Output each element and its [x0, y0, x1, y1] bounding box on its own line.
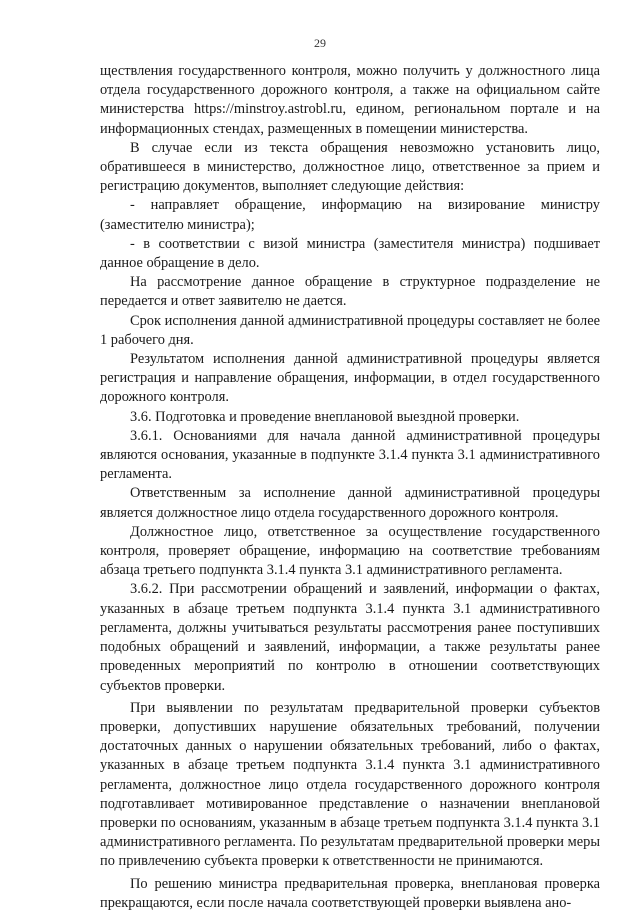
paragraph-7: Результатом исполнения данной административной процедуры является регистрация и направление обращения, информации, в отдел государственного дорожного контроля.: [100, 351, 600, 406]
paragraph-10: Ответственным за исполнение данной административной процедуры является должностное лицо отдела государственного дорожного контроля.: [100, 485, 600, 521]
paragraph-1: ществления государственного контроля, можно получить у должностного лица отдела государственного дорожного контроля, а также на официальном сайте министерства https://minstroy.astrobl.ru, едином, региональном портале и на информационных стендах, размещенных в помещении министерства.: [100, 63, 600, 137]
paragraph-5: На рассмотрение данное обращение в структурное подразделение не передается и ответ заявителю не дается.: [100, 274, 600, 310]
document-body: [100, 62, 600, 913]
section-heading-3-6: 3.6. Подготовка и проведение внеплановой выездной проверки.: [130, 408, 520, 425]
paragraph-4: - в соответствии с визой министра (заместителя министра) подшивает данное обращение в дело.: [100, 235, 600, 272]
paragraph-11: Должностное лицо, ответственное за осуществление государственного контроля, проверяет обращение, информацию на соответствие требованиям абзаца третьего подпункта 3.1.4 пункта 3.1 административного регламента.: [100, 523, 600, 579]
paragraph-12: 3.6.2. При рассмотрении обращений и заявлений, информации о фактах, указанных в абзаце третьем подпункта 3.1.4 пункта 3.1 административного регламента, должны учитываться результаты рассмотрения ранее поступивших подобных обращений и заявлений, информации, а также результаты ранее проведенных мероприятий по контролю в отношении соответствующих субъектов проверки.: [100, 581, 600, 694]
paragraph-2: В случае если из текста обращения невозможно установить лицо, обратившееся в министерство, должностное лицо, ответственное за прием и регистрацию документов, выполняет следующие действия:: [100, 139, 600, 195]
paragraph-9: 3.6.1. Основаниями для начала данной административной процедуры являются основания, указанные в подпункте 3.1.4 пункта 3.1 административного регламента.: [100, 427, 600, 483]
paragraph-14: По решению министра предварительная проверка, внеплановая проверка прекращаются, если после начала соответствующей проверки выявлена ано-: [100, 875, 600, 911]
paragraph-6: Срок исполнения данной административной процедуры составляет не более 1 рабочего дня.: [100, 312, 600, 348]
page-number: 29: [314, 36, 326, 50]
paragraph-13: При выявлении по результатам предварительной проверки субъектов проверки, допустивших нарушение обязательных требований, получении достаточных данных о нарушении обязательных требований, либо о фактах, указанных в абзаце третьем подпункта 3.1.4 пункта 3.1 административного регламента, должностное лицо отдела государственного дорожного контроля подготавливает мотивированное представление о назначении внеплановой проверки по основаниям, указанным в абзаце третьем подпункта 3.1.4 пункта 3.1 административного регламента. По результатам предварительной проверки меры по привлечению субъекта проверки к ответственности не принимаются.: [100, 699, 600, 870]
paragraph-3: - направляет обращение, информацию на визирование министру (заместителю министра);: [100, 197, 600, 233]
